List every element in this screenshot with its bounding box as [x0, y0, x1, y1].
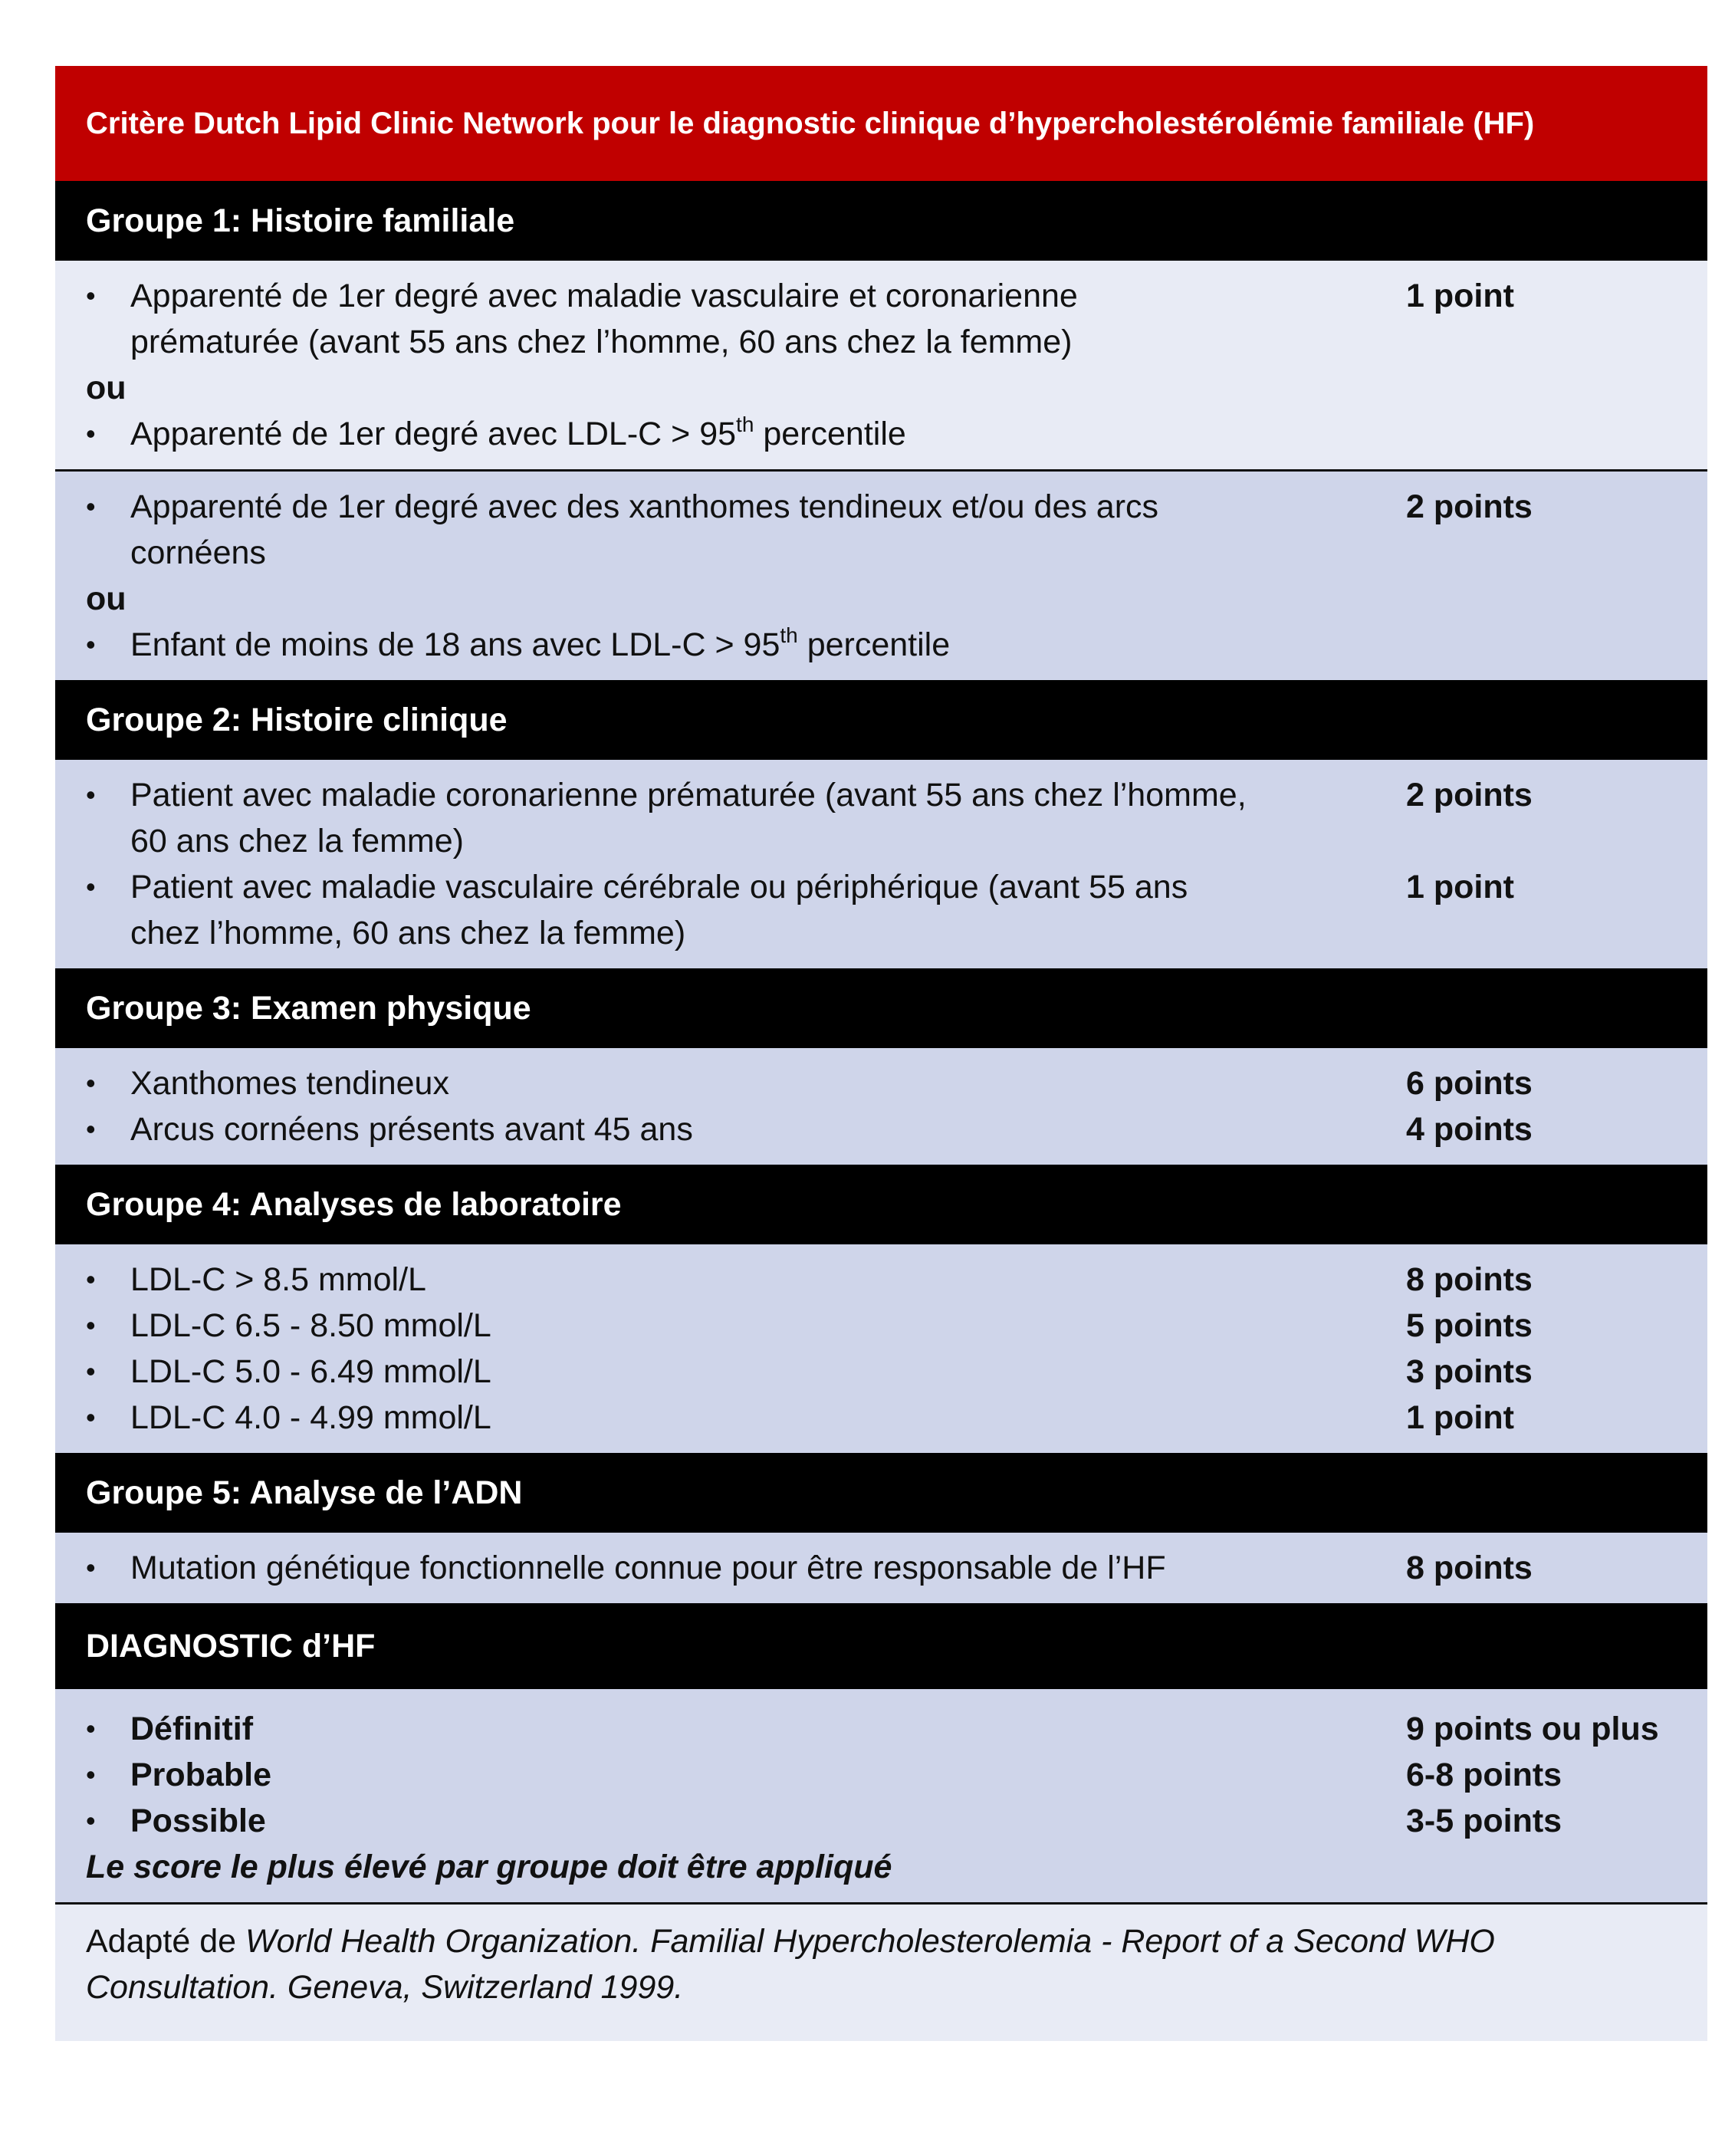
or-separator: ou [86, 370, 127, 406]
list-item [86, 1798, 1707, 1844]
criterion-text [130, 411, 1250, 457]
group1-header [55, 181, 1707, 261]
list-item [86, 1060, 1707, 1106]
or-separator: ou [86, 580, 127, 617]
diagnosis-level: Probable [130, 1757, 271, 1793]
points-value: 4 points [1406, 1111, 1533, 1148]
bullet-icon: • [86, 779, 96, 810]
points-value: 2 points [1406, 488, 1533, 525]
points-value: 9 points ou plus [1406, 1711, 1659, 1747]
list-item [86, 1395, 1707, 1441]
group1-header-text: Groupe 1: Histoire familiale [86, 202, 515, 239]
diagnosis-level: Définitif [130, 1711, 254, 1747]
dlcn-criteria-table [55, 66, 1707, 2041]
source-reference: World Health Organization. Familial Hypercholesterolemia - Report of a Second WHO Consultation. Geneva, Switzerland 1999. [86, 1923, 1495, 2006]
bullet-icon: • [86, 1113, 96, 1145]
points-value: 8 points [1406, 1550, 1533, 1586]
superscript-th: th [780, 623, 798, 647]
list-item [86, 1545, 1707, 1591]
group4-body [55, 1244, 1707, 1453]
bullet-icon: • [86, 1264, 96, 1295]
bullet-icon: • [86, 871, 96, 902]
bullet-icon: • [86, 280, 96, 311]
points-value: 3-5 points [1406, 1803, 1562, 1839]
group5-header-text: Groupe 5: Analyse de l’ADN [86, 1474, 523, 1511]
points-value: 5 points [1406, 1307, 1533, 1344]
list-item [86, 1257, 1707, 1303]
criterion-text: Apparenté de 1er degré avec maladie vasculaire et coronarienne prématurée (avant 55 ans chez l’homme, 60 ans chez la femme) [130, 278, 1078, 360]
diagnosis-level: Possible [130, 1803, 266, 1839]
group1-row1 [55, 261, 1707, 472]
scoring-note: Le score le plus élevé par groupe doit être appliqué [86, 1849, 892, 1885]
criterion-text: Apparenté de 1er degré avec des xanthomes tendineux et/ou des arcs cornéens [130, 488, 1159, 571]
bullet-icon: • [86, 1805, 96, 1836]
list-item [86, 1303, 1707, 1349]
bullet-icon: • [86, 1310, 96, 1341]
criterion-text: Patient avec maladie coronarienne prématurée (avant 55 ans chez l’homme, 60 ans chez la femme) [130, 777, 1247, 859]
bullet-icon: • [86, 1356, 96, 1387]
list-item [86, 411, 1406, 457]
bullet-icon: • [86, 1402, 96, 1433]
points-value: 6-8 points [1406, 1757, 1562, 1793]
group3-body [55, 1048, 1707, 1165]
list-item [86, 1349, 1707, 1395]
source-prefix: Adapté de [86, 1923, 246, 1960]
group3-header-text: Groupe 3: Examen physique [86, 989, 531, 1027]
points-value: 1 point [1406, 869, 1514, 905]
group5-body [55, 1533, 1707, 1603]
source-citation [55, 1902, 1707, 2041]
group3-header [55, 968, 1707, 1048]
bullet-icon: • [86, 418, 96, 449]
group1-row2-criteria [86, 484, 1406, 668]
bullet-icon: • [86, 1552, 96, 1583]
table-title-text: Critère Dutch Lipid Clinic Network pour le diagnostic clinique d’hypercholestérolémie familiale (HF) [86, 106, 1535, 140]
criterion-text-main: Enfant de moins de 18 ans avec LDL-C > 95 [130, 626, 780, 663]
bullet-icon: • [86, 1713, 96, 1744]
criterion-text: LDL-C 6.5 - 8.50 mmol/L [130, 1307, 491, 1344]
group5-header [55, 1453, 1707, 1533]
group4-header-text: Groupe 4: Analyses de laboratoire [86, 1185, 622, 1223]
criterion-text: LDL-C 5.0 - 6.49 mmol/L [130, 1353, 491, 1390]
bullet-icon: • [86, 629, 96, 660]
group2-header-text: Groupe 2: Histoire clinique [86, 701, 508, 738]
group1-row1-criteria [86, 273, 1406, 457]
criterion-text-suffix: percentile [797, 626, 951, 663]
criterion-text-suffix: percentile [754, 416, 906, 452]
bullet-icon: • [86, 1067, 96, 1099]
list-item [86, 1752, 1707, 1798]
criterion-text: Xanthomes tendineux [130, 1065, 449, 1102]
diagnosis-body [55, 1689, 1707, 1902]
diagnosis-header [55, 1603, 1707, 1689]
criterion-text: Arcus cornéens présents avant 45 ans [130, 1111, 693, 1148]
list-item [86, 864, 1707, 956]
criterion-text-main: Apparenté de 1er degré avec LDL-C > 95 [130, 416, 737, 452]
group4-header [55, 1165, 1707, 1244]
bullet-icon: • [86, 1759, 96, 1790]
criterion-text [130, 622, 1250, 668]
list-item [86, 622, 1406, 668]
group1-row2 [55, 472, 1707, 680]
list-item [86, 484, 1406, 576]
list-item [86, 772, 1707, 864]
points-value: 1 point [1406, 1399, 1514, 1436]
bullet-icon: • [86, 491, 96, 522]
list-item [86, 1106, 1707, 1152]
superscript-th: th [736, 412, 754, 436]
diagnosis-header-text: DIAGNOSTIC d’HF [86, 1627, 376, 1665]
points-value: 6 points [1406, 1065, 1533, 1102]
points-value: 8 points [1406, 1261, 1533, 1298]
points-value: 1 point [1406, 278, 1514, 314]
points-value: 2 points [1406, 777, 1533, 813]
criterion-text: LDL-C > 8.5 mmol/L [130, 1261, 426, 1298]
table-title [55, 66, 1707, 181]
group2-header [55, 680, 1707, 760]
points-value: 3 points [1406, 1353, 1533, 1390]
criterion-text: Mutation génétique fonctionnelle connue pour être responsable de l’HF [130, 1550, 1166, 1586]
criterion-text: LDL-C 4.0 - 4.99 mmol/L [130, 1399, 491, 1436]
group2-body [55, 760, 1707, 968]
list-item [86, 273, 1406, 365]
list-item [86, 1706, 1707, 1752]
criterion-text: Patient avec maladie vasculaire cérébrale ou périphérique (avant 55 ans chez l’homme, 60 ans chez la femme) [130, 869, 1188, 951]
